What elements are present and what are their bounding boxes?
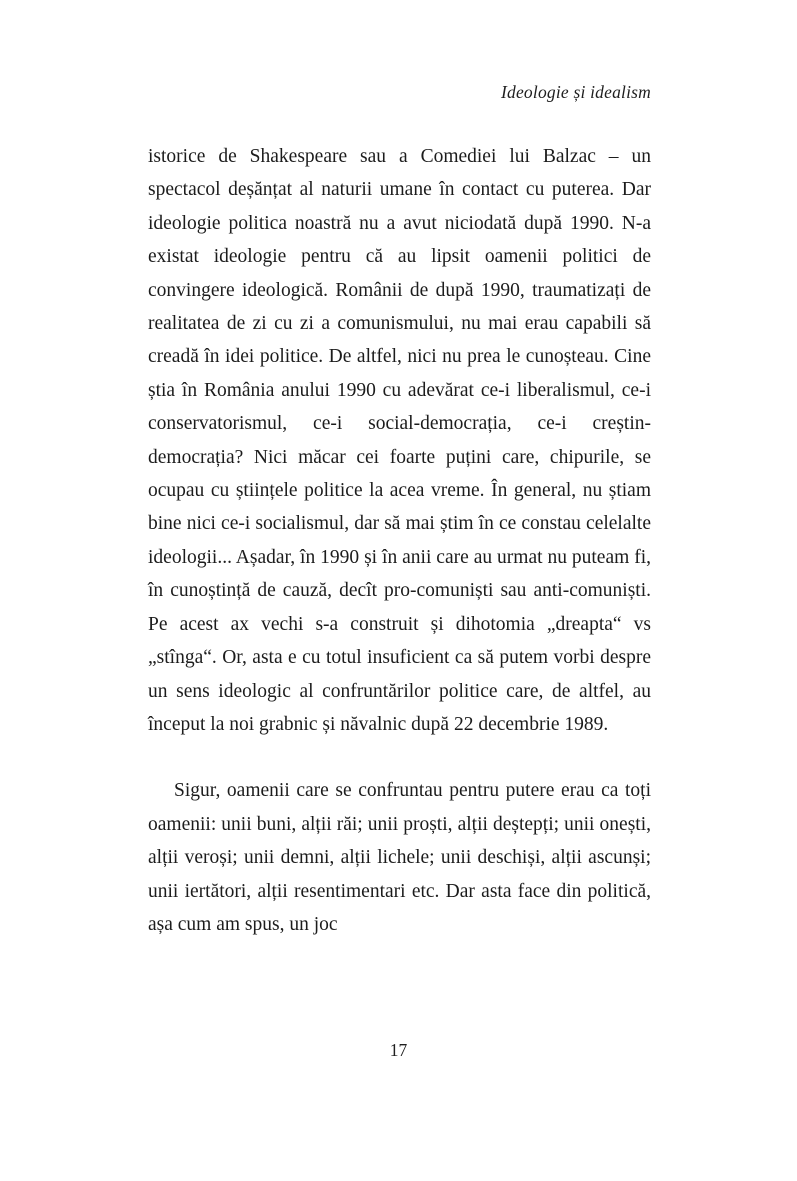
running-header	[148, 82, 651, 103]
page-body	[148, 140, 651, 941]
paragraph-new: Sigur, oamenii care se confruntau pentru putere erau ca toți oamenii: unii buni, alții răi; unii proști, alții deștepți; unii onești, alții veroși; unii demni, alții lichele; unii deschiși, alții ascunși; unii iertători, alții resentimentari etc. Dar asta face din politică, așa cum am spus, un joc	[148, 780, 651, 935]
paragraph-continuation: istorice de Shakespeare sau a Comediei lui Balzac – un spectacol deșănțat al naturii umane în contact cu puterea. Dar ideologie politica noastră nu a avut niciodată după 1990. N-a existat ideologie pentru că au lipsit oamenii politici de convingere ideologică. Românii de după 1990, traumatizați de realitatea de zi cu zi a comunismului, nu mai erau capabili să creadă în idei politice. De altfel, nici nu prea le cunoșteau. Cine știa în România anului 1990 cu adevărat ce-i liberalismul, ce-i conservatorismul, ce-i social-democrația, ce-i creștin-democrația? Nici măcar cei foarte puțini care, chipurile, se ocupau cu științele politice la acea vreme. În general, nu știam bine nici ce-i socialismul, dar să mai știm în ce constau celelalte ideologii... Așadar, în 1990 și în anii care au urmat nu puteam fi, în cunoștință de cauză, decît pro-comuniști sau anti-comuniști. Pe acest ax vechi s-a construit și dihotomia „dreapta“ vs „stînga“. Or, asta e cu totul insuficient ca să putem vorbi despre un sens ideologic al confruntărilor politice care, de altfel, au început la noi grabnic și năvalnic după 22 decembrie 1989.	[148, 146, 651, 735]
chapter-title: Ideologie și idealism	[500, 82, 651, 102]
page-number: 17	[389, 1040, 408, 1060]
